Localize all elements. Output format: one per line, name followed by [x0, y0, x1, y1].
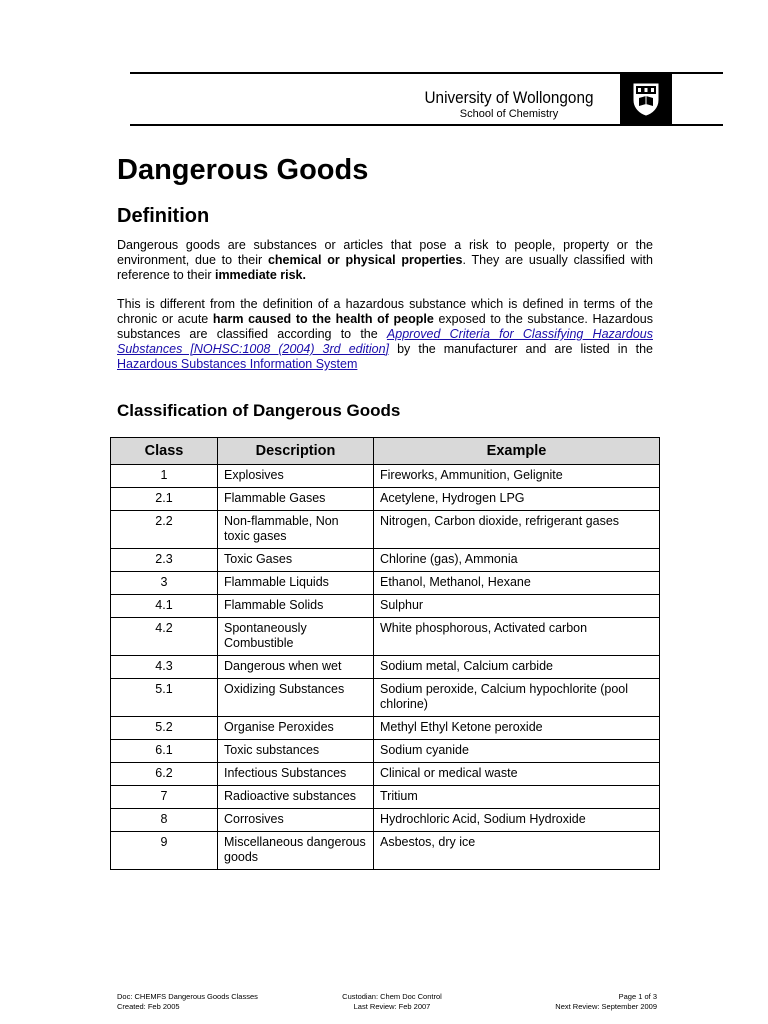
table-row	[111, 572, 660, 595]
example-cell: Sodium peroxide, Calcium hypochlorite (pool chlorine)	[374, 679, 660, 717]
description-cell: Oxidizing Substances	[218, 679, 374, 717]
class-cell: 4.2	[111, 618, 218, 656]
table-row	[111, 786, 660, 809]
description-cell: Flammable Gases	[218, 488, 374, 511]
page-footer	[117, 992, 657, 1012]
example-cell: Clinical or medical waste	[374, 763, 660, 786]
class-cell: 5.2	[111, 717, 218, 740]
bold-run: immediate risk.	[214, 268, 306, 282]
footer-created: Created: Feb 2005	[117, 1002, 180, 1011]
description-cell: Corrosives	[218, 809, 374, 832]
table-row	[111, 595, 660, 618]
table-row	[111, 465, 660, 488]
description-cell: Dangerous when wet	[218, 656, 374, 679]
class-cell: 2.3	[111, 549, 218, 572]
text-run: . They are usually classified with reference to their	[117, 253, 653, 282]
footer-row	[117, 1002, 657, 1012]
class-cell: 4.3	[111, 656, 218, 679]
table-row	[111, 740, 660, 763]
description-cell: Radioactive substances	[218, 786, 374, 809]
footer-doc: Doc: CHEMFS Dangerous Goods Classes	[117, 992, 258, 1001]
dangerous-goods-table	[110, 437, 660, 870]
text-run: Dangerous goods are substances or articles that pose a risk to people, property or the environment, due to their	[117, 238, 653, 267]
example-cell: Acetylene, Hydrogen LPG	[374, 488, 660, 511]
class-cell: 2.1	[111, 488, 218, 511]
description-cell: Toxic substances	[218, 740, 374, 763]
class-cell: 7	[111, 786, 218, 809]
footer-custodian: Custodian: Chem Doc Control	[342, 992, 442, 1001]
table-row	[111, 717, 660, 740]
footer-row	[117, 992, 657, 1002]
table-row	[111, 679, 660, 717]
class-cell: 2.2	[111, 511, 218, 549]
classification-heading: Classification of Dangerous Goods	[117, 401, 401, 420]
description-cell: Miscellaneous dangerous goods	[218, 832, 374, 870]
description-cell: Toxic Gases	[218, 549, 374, 572]
footer-last-review: Last Review: Feb 2007	[353, 1002, 431, 1011]
class-cell: 9	[111, 832, 218, 870]
description-cell: Infectious Substances	[218, 763, 374, 786]
university-crest-logo	[620, 74, 672, 124]
hsis-link[interactable]: Hazardous Substances Information System	[117, 357, 358, 371]
table-header-row	[111, 438, 660, 465]
example-cell: Fireworks, Ammunition, Gelignite	[374, 465, 660, 488]
example-cell: Hydrochloric Acid, Sodium Hydroxide	[374, 809, 660, 832]
column-header-example: Example	[374, 438, 660, 465]
class-cell: 4.1	[111, 595, 218, 618]
table-row	[111, 618, 660, 656]
example-cell: Sodium metal, Calcium carbide	[374, 656, 660, 679]
column-header-description: Description	[218, 438, 374, 465]
table-row	[111, 809, 660, 832]
class-cell: 1	[111, 465, 218, 488]
example-cell: Nitrogen, Carbon dioxide, refrigerant gases	[374, 511, 660, 549]
table-row	[111, 832, 660, 870]
example-cell: Methyl Ethyl Ketone peroxide	[374, 717, 660, 740]
example-cell: Ethanol, Methanol, Hexane	[374, 572, 660, 595]
table-row	[111, 763, 660, 786]
example-cell: Chlorine (gas), Ammonia	[374, 549, 660, 572]
footer-page: Page 1 of 3	[618, 992, 657, 1001]
table-row	[111, 549, 660, 572]
footer-next-review: Next Review: September 2009	[555, 1002, 657, 1011]
example-cell: Sulphur	[374, 595, 660, 618]
description-cell: Organise Peroxides	[218, 717, 374, 740]
definition-paragraph-2	[117, 297, 653, 372]
header-bottom-rule	[130, 124, 723, 126]
approved-criteria-link[interactable]: Approved Criteria for Classifying Hazardous Substances [NOHSC:1008 (2004) 3rd edition]	[117, 327, 653, 356]
class-cell: 6.2	[111, 763, 218, 786]
table-row	[111, 656, 660, 679]
table-row	[111, 488, 660, 511]
class-cell: 6.1	[111, 740, 218, 763]
text-run: This is different from the definition of a hazardous substance which is defined in terms of the chronic or acute	[117, 297, 653, 326]
definition-paragraph-1	[117, 238, 653, 283]
description-cell: Flammable Solids	[218, 595, 374, 618]
bold-run: harm caused to the health of people	[212, 312, 434, 326]
description-cell: Non-flammable, Non toxic gases	[218, 511, 374, 549]
table-row	[111, 511, 660, 549]
university-name: University of Wollongong	[424, 88, 594, 107]
description-cell: Explosives	[218, 465, 374, 488]
definition-heading: Definition	[117, 205, 210, 227]
description-cell: Spontaneously Combustible	[218, 618, 374, 656]
description-cell: Flammable Liquids	[218, 572, 374, 595]
text-run: exposed to the substance. Hazardous substances are classified according to the	[117, 312, 653, 341]
column-header-class: Class	[111, 438, 218, 465]
table-body	[111, 465, 660, 870]
bold-run: chemical or physical properties	[267, 253, 463, 267]
example-cell: Asbestos, dry ice	[374, 832, 660, 870]
text-run: by the manufacturer and are listed in the	[389, 342, 653, 356]
class-cell: 5.1	[111, 679, 218, 717]
example-cell: Sodium cyanide	[374, 740, 660, 763]
page-title: Dangerous Goods	[117, 154, 369, 186]
class-cell: 8	[111, 809, 218, 832]
example-cell: Tritium	[374, 786, 660, 809]
class-cell: 3	[111, 572, 218, 595]
crest-icon	[632, 82, 660, 116]
school-name: School of Chemistry	[459, 108, 559, 120]
example-cell: White phosphorous, Activated carbon	[374, 618, 660, 656]
